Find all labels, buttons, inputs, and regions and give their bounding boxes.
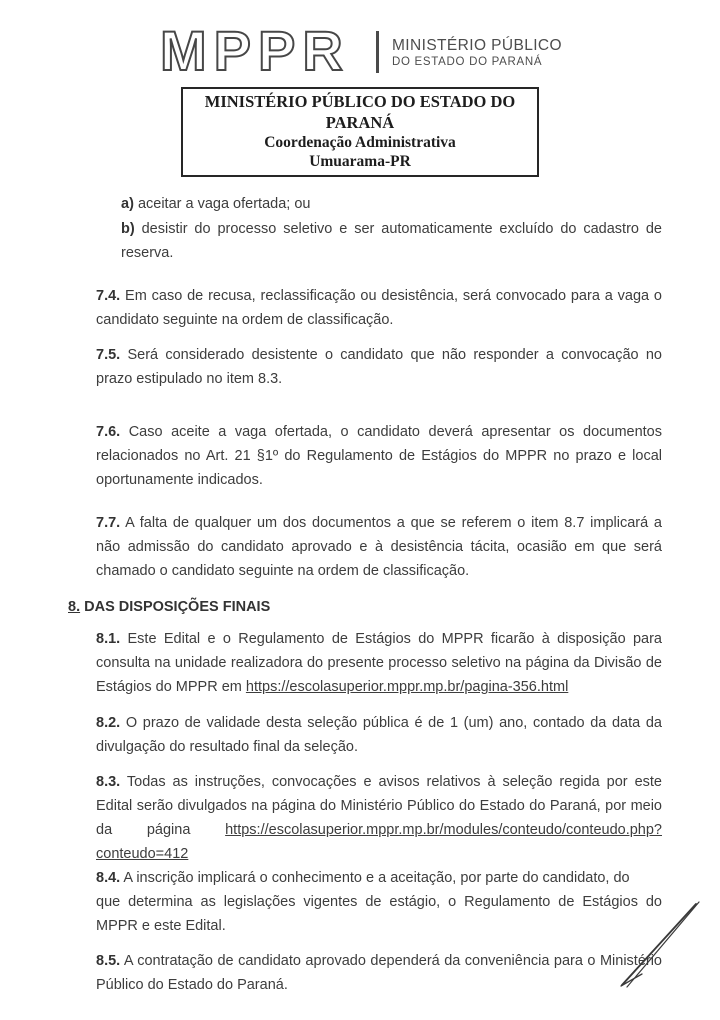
paragraph-number: 8.3. — [96, 774, 121, 790]
org-header-box — [181, 87, 539, 177]
paragraph-text: Todas as instruções, convocações e avisos relativos à seleção regida por este Edital serão divulgados na página do Ministério Público do Estado do Paraná, por meio da página — [96, 774, 662, 838]
paragraph-number: 7.6. — [96, 424, 121, 440]
paragraph-7-4 — [96, 284, 662, 332]
paragraph-number: 8.4. — [96, 870, 121, 886]
section-number: 8. — [68, 599, 81, 615]
section-heading-8 — [68, 595, 662, 619]
paragraph-number: 8.5. — [96, 953, 121, 969]
list-item-b-text: desistir do processo seletivo e ser automaticamente excluído do cadastro de reserva. — [121, 221, 662, 261]
org-box-department: Coordenação Administrativa — [264, 134, 456, 151]
paragraph-7-6 — [96, 420, 662, 492]
paragraph-text: A falta de qualquer um dos documentos a que se referem o item 8.7 implicará a não admissão do candidato aprovado e à desistência tácita, ocasião em que será chamado o candidato seguinte na ordem de classificação. — [96, 515, 662, 579]
paragraph-text: Caso aceite a vaga ofertada, o candidato deverá apresentar os documentos relacionados no Art. 21 §1º do Regulamento de Estágios do MPPR no prazo e local oportunamente indicados. — [96, 424, 663, 488]
link-pagina-356[interactable]: https://escolasuperior.mppr.mp.br/pagina-356.html — [245, 679, 569, 695]
mppr-logo — [0, 0, 720, 80]
paragraph-8-2 — [96, 711, 662, 759]
paragraph-7-7 — [96, 511, 662, 583]
list-item-a — [96, 192, 662, 216]
paragraph-8-3 — [96, 770, 662, 866]
org-box-city: Umuarama-PR — [309, 153, 411, 170]
paragraph-7-5 — [96, 343, 662, 391]
paragraph-number: 7.7. — [96, 515, 121, 531]
list-item-b — [96, 217, 662, 265]
paragraph-text-line2: que determina as legislações vigentes de estágio, o Regulamento de Estágios do MPPR e este Edital. — [96, 894, 662, 934]
paragraph-number: 8.1. — [96, 631, 121, 647]
link-conteudo-412[interactable]: https://escolasuperior.mppr.mp.br/modules/conteudo/conteudo.php?conteudo=412 — [96, 822, 662, 862]
paragraph-number: 7.4. — [96, 288, 121, 304]
paragraph-text: Será considerado desistente o candidato que não responder a convocação no prazo estipulado no item 8.3. — [96, 347, 663, 387]
mppr-logo-mark: MPPR — [160, 24, 350, 80]
paragraph-8-4 — [96, 866, 662, 938]
paragraph-8-5 — [96, 949, 662, 997]
signature-stroke-icon — [603, 893, 713, 1003]
paragraph-number: 8.2. — [96, 715, 121, 731]
paragraph-8-1 — [96, 627, 662, 699]
paragraph-text: A contratação de candidato aprovado dependerá da conveniência para o Ministério Público do Estado do Paraná. — [96, 953, 662, 993]
paragraph-text-line1: A inscrição implicará o conhecimento e a aceitação, por parte do candidato, do — [123, 870, 630, 886]
logo-org-name: MINISTÉRIO PÚBLICO — [392, 36, 562, 54]
org-box-title: MINISTÉRIO PÚBLICO DO ESTADO DO PARANÁ — [204, 92, 516, 132]
logo-divider — [376, 31, 379, 73]
logo-wordmark — [392, 36, 562, 69]
paragraph-text: O prazo de validade desta seleção pública é de 1 (um) ano, contado da data da divulgação do resultado final da seleção. — [96, 715, 662, 755]
section-title: DAS DISPOSIÇÕES FINAIS — [84, 599, 271, 615]
list-item-a-text: aceitar a vaga ofertada; ou — [137, 196, 311, 212]
mppr-logo-mark-icon — [158, 24, 363, 80]
logo-org-subtitle: DO ESTADO DO PARANÁ — [392, 55, 543, 68]
paragraph-number: 7.5. — [96, 347, 121, 363]
paragraph-text: Em caso de recusa, reclassificação ou desistência, será convocado para a vaga o candidato seguinte na ordem de classificação. — [96, 288, 662, 328]
document-body — [0, 192, 720, 997]
paragraph-text: Este Edital e o Regulamento de Estágios do MPPR ficarão à disposição para consulta na unidade realizadora do presente processo seletivo na página da Divisão de Estágios do MPPR em — [96, 631, 662, 695]
list-item-b-label: b) — [121, 221, 135, 237]
list-item-a-label: a) — [121, 196, 134, 212]
